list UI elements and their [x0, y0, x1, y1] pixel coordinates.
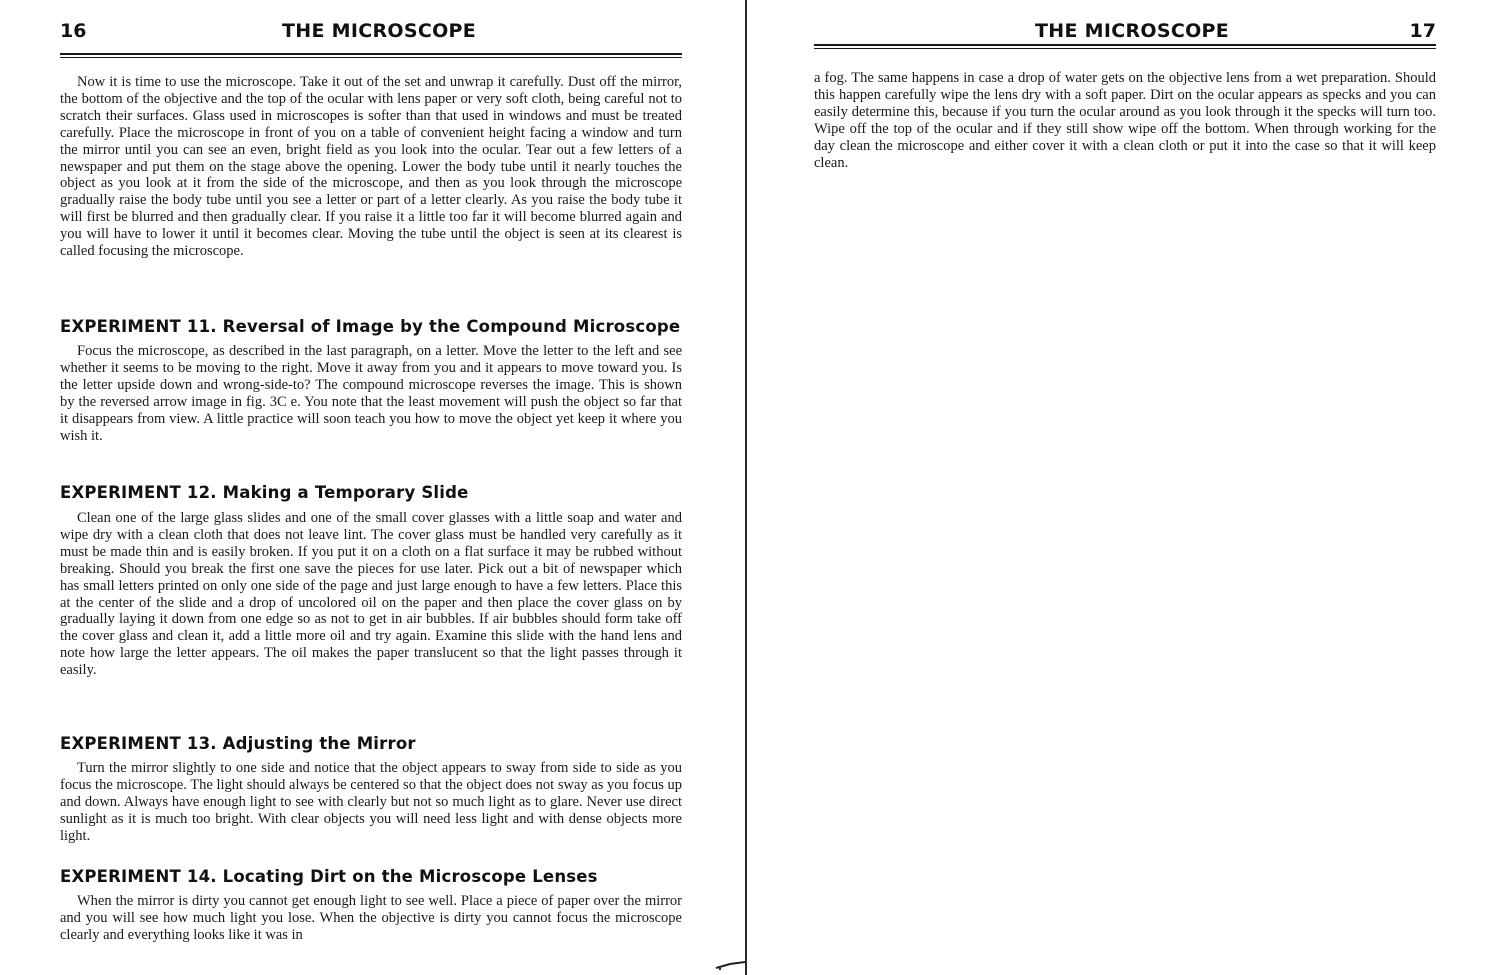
left-page-header: [60, 18, 682, 48]
right-page: [746, 0, 1500, 975]
header-rule: [60, 53, 682, 58]
paragraph-text: Now it is time to use the microscope. Take it out of the set and unwrap it carefully. Dust off the mirror, the bottom of the objective and the top of the ocular with lens paper or very soft cloth, being careful not to scratch their surfaces. Glass used in microscopes is softer than that used in windows and must be treated carefully. Place the microscope in front of you on a table of convenient height facing a window and turn the mirror until you can see an even, bright field as you look into the ocular. Tear out a few letters of a newspaper and put them on the stage above the opening. Lower the body tube until it nearly touches the object as you look at it from the side of the microscope, and then as you look through the microscope gradually raise the body tube until you see a letter or part of a letter clearly. As you raise the body tube it will first be blurred and then gradually clear. If you raise it a little too far it will become blurred again and you will have to lower it until it becomes clear. Moving the tube until the object is seen at its clearest is called focusing the microscope.: [60, 74, 682, 260]
experiment-12-text: [60, 510, 682, 679]
experiment-11-text: [60, 343, 682, 444]
paragraph-text: a fog. The same happens in case a drop of water gets on the objective lens from a wet preparation. Should this happen carefully wipe the lens dry with a soft paper. Dirt on the ocular appears as specks and you can easily determine this, because if you turn the ocular around as you look through it the specks will turn too. Wipe off the top of the ocular and if they still show wipe off the bottom. When through working for the day clean the microscope and either cover it with a clean cloth or put it into the case so that it will keep clean.: [814, 70, 1436, 171]
paragraph-text: Turn the mirror slightly to one side and notice that the object appears to sway from side to side as you focus the microscope. The light should always be centered so that the object does not sway as you focus up and down. Always have enough light to see with clearly but not so much light as to glare. Never use direct sunlight as it is much too bright. With clear objects you will need less light and with dense objects more light.: [60, 760, 682, 844]
spine-scan-mark: [712, 958, 746, 972]
paragraph-text: When the mirror is dirty you cannot get enough light to see well. Place a piece of paper over the mirror and you will see how much light you lose. When the objective is dirty you cannot focus the microscope clearly and everything looks like it was in: [60, 893, 682, 943]
header-rule: [814, 44, 1436, 49]
intro-paragraph: [60, 74, 682, 260]
continuation-paragraph: [814, 70, 1436, 171]
paragraph-text: Clean one of the large glass slides and one of the small cover glasses with a little soap and water and wipe dry with a clean cloth that does not leave lint. The cover glass must be handled very carefully as it must be made thin and is easily broken. If you put it on a cloth on a flat surface it may be rubbed without breaking. Should you break the first one save the pieces for use later. Pick out a bit of newspaper which has small letters printed on only one side of the page and just large enough to have a few letters. Place this at the center of the slide and a drop of uncolored oil on the paper and then place the cover glass on by gradually laying it down from one edge so as not to get in air bubbles. If air bubbles should form take off the cover glass and clean it, add a little more oil and try again. Examine this slide with the hand lens and note how large the letter appears. The oil makes the paper translucent so that the light passes through it easily.: [60, 510, 682, 679]
running-title: THE MICROSCOPE: [282, 20, 477, 42]
left-page: [0, 0, 746, 975]
page-number: 16: [60, 20, 87, 42]
experiment-14-text: [60, 893, 682, 944]
experiment-11-heading: EXPERIMENT 11. Reversal of Image by the Compound Microscope: [60, 317, 681, 336]
experiment-12-heading: EXPERIMENT 12. Making a Temporary Slide: [60, 483, 469, 502]
experiment-13-text: [60, 760, 682, 845]
running-title: THE MICROSCOPE: [1035, 20, 1230, 42]
paragraph-text: Focus the microscope, as described in the last paragraph, on a letter. Move the letter to the left and see whether it seems to be moving to the right. Move it away from you and it appears to move toward you. Is the letter upside down and wrong-side-to? The compound microscope reverses the image. This is shown by the reversed arrow image in fig. 3C e. You note that the least movement will push the object so far that it disappears from view. A little practice will soon teach you how to move the object yet keep it where you wish it.: [60, 343, 682, 444]
experiment-13-heading: EXPERIMENT 13. Adjusting the Mirror: [60, 734, 416, 753]
page-number: 17: [1409, 20, 1436, 42]
experiment-14-heading: EXPERIMENT 14. Locating Dirt on the Microscope Lenses: [60, 867, 598, 886]
